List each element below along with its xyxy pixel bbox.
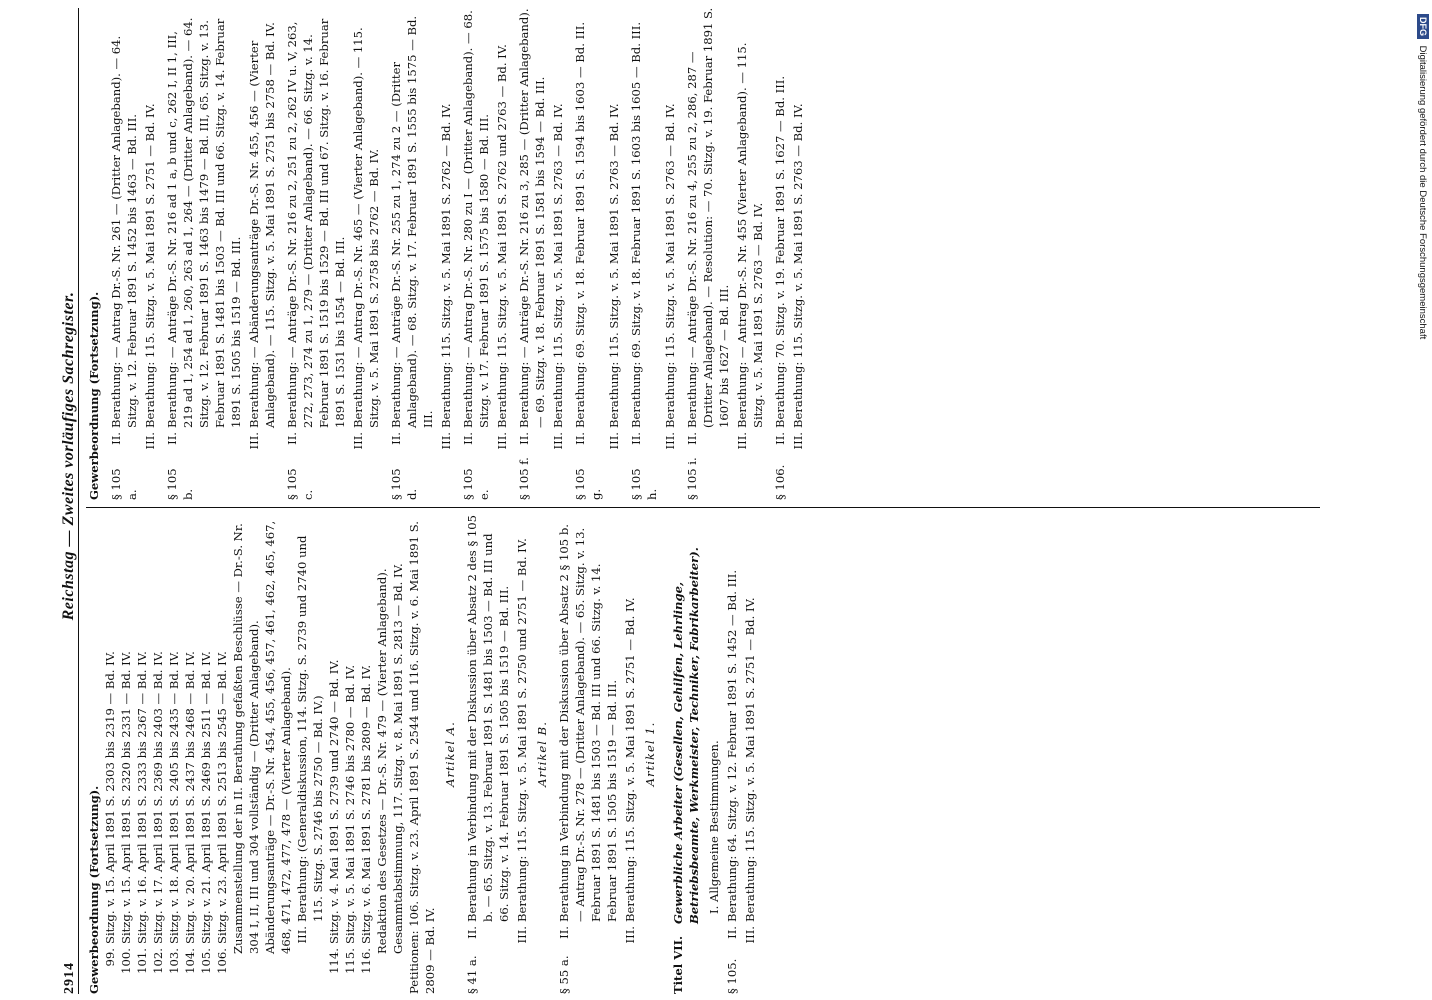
paragraph-row xyxy=(246,6,278,500)
reading-number: III. xyxy=(791,432,805,450)
digitization-text: Digitalisierung gefördert durch die Deutsche Forschungsgemeinschaft xyxy=(1417,45,1428,340)
paragraph-row xyxy=(388,6,436,500)
sitting-number: 115. xyxy=(343,948,357,974)
sitting-number: 105. xyxy=(199,948,213,974)
reading-number: II. xyxy=(773,432,787,445)
paragraph-section xyxy=(284,6,382,500)
reading-text: Berathung: (Generaldiskussion, 114. Sitzg. S. 2739 und 2740 und 115. Sitzg. S. 2746 bis 2750 — Bd. IV.) xyxy=(295,535,325,922)
paragraph-row xyxy=(164,6,244,500)
zusammenstellung-text: Zusammenstellung der in II. Berathung gefaßten Beschlüsse — Dr.-S. Nr. 304 I, II, III und 304 vollständig — (Dritter Anlageband). Abänderungsanträge — Dr.-S. Nr. 454, 455, 456, 457, 461, 462, 465, 467, 468, 471, 472, 477, 478 — (Vierter Anlageband). xyxy=(231,520,293,954)
reading-text: Berathung: 115. Sitzg. v. 5. Mai 1891 S. 2751 — Bd. IV. xyxy=(623,597,637,922)
page-number: 2914 xyxy=(62,962,77,994)
paragraph-row xyxy=(742,514,758,994)
reading-number: II. xyxy=(557,926,571,939)
reading-number: III. xyxy=(623,926,637,944)
paragraph-row xyxy=(516,6,548,500)
paragraph-number xyxy=(790,456,806,500)
paragraph-sections xyxy=(108,6,806,500)
reading-text: Berathung: — Antrag Dr.-S. Nr. 261 — (Dritter Anlageband). — 64. Sitzg. v. 12. Februar 1891 S. 1452 bis 1463 — Bd. III. xyxy=(109,35,139,428)
paragraph-section xyxy=(572,6,622,500)
reading-text: Berathung: — Antrag Dr.-S. Nr. 455 (Vierter Anlageband). — 115. Sitzg. v. 5. Mai 1891 S. 2763 — Bd. IV. xyxy=(735,42,765,428)
reading-text: Berathung: 70. Sitzg. v. 19. Februar 1891 S. 1627 — Bd. III. xyxy=(773,75,787,428)
dfg-logo: DFG xyxy=(1417,14,1429,39)
reading-text: Berathung: 115. Sitzg. v. 5. Mai 1891 S. 2763 — Bd. IV. xyxy=(607,103,621,428)
paragraph-number: § 105 b. xyxy=(165,468,195,500)
sitting-text: Sitzg. v. 15. April 1891 S. 2320 bis 2331 — Bd. IV. xyxy=(119,651,133,944)
section-heading: Gewerbeordnung (Fortsetzung). xyxy=(87,785,101,994)
reading-text: Berathung: — Anträge Dr.-S. Nr. 255 zu 1, 274 zu 2 — (Dritter Anlageband). — 68. Sitzg. v. 17. Februar 1891 S. 1555 bis 1575 — Bd. III. xyxy=(389,15,435,428)
paragraph-row xyxy=(108,6,140,500)
paragraph-row xyxy=(790,6,806,500)
sitting-text: Sitzg. v. 5. Mai 1891 S. 2746 bis 2780 — Bd. IV. xyxy=(343,664,357,944)
reading-number: III. xyxy=(663,432,677,450)
paragraph-number xyxy=(622,950,638,994)
paragraph-row xyxy=(734,6,766,500)
paragraph-row xyxy=(572,6,604,500)
reading-number: III. xyxy=(439,432,453,450)
sitting-entry xyxy=(326,514,342,994)
reading-text: Berathung: — Abänderungsanträge Dr.-S. Nr. 455, 456 — (Vierter Anlageband). — 115. Sitzg. v. 5. Mai 1891 S. 2751 bis 2758 — Bd. IV. xyxy=(247,22,277,428)
sitting-entry xyxy=(118,514,134,994)
reading-text: Berathung: 115. Sitzg. v. 5. Mai 1891 S. 2763 — Bd. IV. xyxy=(663,103,677,428)
sitting-list xyxy=(102,514,230,994)
reading-number: III. xyxy=(495,432,509,450)
reading-text: Berathung: 115. Sitzg. v. 5. Mai 1891 S. 2751 — Bd. IV. xyxy=(743,597,757,922)
paragraph-number: § 105 c. xyxy=(285,468,315,500)
paragraph-section xyxy=(460,6,510,500)
reading-text: Berathung: 64. Sitzg. v. 12. Februar 1891 S. 1452 — Bd. III. xyxy=(725,569,739,922)
paragraph-number: § 105 g. xyxy=(573,468,603,500)
column-divider xyxy=(86,507,1320,508)
reading-text: Berathung: 115. Sitzg. v. 5. Mai 1891 S. 2762 und 2763 — Bd. IV. xyxy=(495,44,509,428)
paragraph-number xyxy=(550,456,566,500)
paragraph-number xyxy=(606,456,622,500)
sitting-number: 104. xyxy=(183,948,197,974)
reading-text: Berathung: — Anträge Dr.-S. Nr. 216 zu 3, 285 — (Dritter Anlageband). — 69. Sitzg. v. 18. Februar 1891 S. 1581 bis 1594 — Bd. III. xyxy=(517,8,547,428)
reading-text: Berathung: — Antrag Dr.-S. Nr. 280 zu I — (Dritter Anlageband). — 68. Sitzg. v. 17. Februar 1891 S. 1575 bis 1580 — Bd. III. xyxy=(461,10,491,428)
paragraph-section xyxy=(516,6,566,500)
sitting-entry xyxy=(198,514,214,994)
artikel-a-rows xyxy=(464,514,530,994)
paragraph-number xyxy=(350,456,382,500)
sitting-text: Sitzg. v. 6. Mai 1891 S. 2781 bis 2809 — Bd. IV. xyxy=(359,664,373,944)
digitization-note xyxy=(1412,0,1432,1000)
paragraph-number xyxy=(662,456,678,500)
reading-text: Berathung in Verbindung mit der Diskussion über Absatz 2 § 105 b. — Antrag Dr.-S. Nr. 278 — (Dritter Anlageband). — 65. Sitzg. v. 13. Februar 1891 S. 1481 bis 1503 — Bd. III und 66. Sitzg. v. 14. Februar 1891 S. 1505 bis 1519 — Bd. III. xyxy=(557,524,619,922)
reading-number: III. xyxy=(351,432,365,450)
paragraph-105-rows xyxy=(724,514,758,994)
paragraph-number xyxy=(246,456,278,500)
sitting-text: Sitzg. v. 18. April 1891 S. 2405 bis 2435 — Bd. IV. xyxy=(167,651,181,944)
paragraph-section xyxy=(628,6,678,500)
sitting-number: 99. xyxy=(103,948,117,967)
paragraph-section xyxy=(164,6,278,500)
sitting-entry xyxy=(134,514,150,994)
paragraph-row xyxy=(556,514,620,994)
reading-text: Berathung: — Anträge Dr.-S. Nr. 216 zu 2, 251 zu 2, 262 IV u. V, 263, 272, 273, 274 zu 1, 279 — (Dritter Anlageband). — 66. Sitzg. v. 14. Februar 1891 S. 1519 bis 1529 — Bd. III und 67. Sitzg. v. 16. Februar 1891 S. 1531 bis 1554 — Bd. III. xyxy=(285,18,347,428)
reading-number: II. xyxy=(465,926,479,939)
reading-text: Berathung: 115. Sitzg. v. 5. Mai 1891 S. 2750 und 2751 — Bd. IV. xyxy=(515,538,529,922)
paragraph-row xyxy=(772,6,788,500)
titel-heading xyxy=(670,514,702,994)
paragraph-section xyxy=(108,6,158,500)
allgemeine-heading: I. Allgemeine Bestimmungen. xyxy=(707,740,721,914)
sitting-number: 114. xyxy=(327,948,341,974)
reading-number: III. xyxy=(295,926,309,944)
sitting-text: Sitzg. v. 15. April 1891 S. 2303 bis 2319 — Bd. IV. xyxy=(103,651,117,944)
paragraph-row xyxy=(662,6,678,500)
paragraph-number: § 105. xyxy=(725,958,739,994)
reading-number: III. xyxy=(143,432,157,450)
artikel-a-heading: Artikel A. xyxy=(443,721,457,787)
paragraph-section xyxy=(772,6,806,500)
sitting-text: Sitzg. v. 21. April 1891 S. 2469 bis 2511 — Bd. IV. xyxy=(199,651,213,944)
paragraph-row xyxy=(464,514,512,994)
paragraph-number xyxy=(514,950,530,994)
reading-text: Berathung: 115. Sitzg. v. 5. Mai 1891 S. 2763 — Bd. IV. xyxy=(791,103,805,428)
reading-text: Berathung: 69. Sitzg. v. 18. Februar 1891 S. 1594 bis 1603 — Bd. III. xyxy=(573,21,587,428)
paragraph-row xyxy=(460,6,492,500)
reading-number: II. xyxy=(517,432,531,445)
sitting-entry xyxy=(358,514,374,994)
sitting-number: 101. xyxy=(135,948,149,974)
sitting-entry xyxy=(166,514,182,994)
artikel-b-heading: Artikel B. xyxy=(535,721,549,787)
reading-text: Berathung: 69. Sitzg. v. 18. Februar 1891 S. 1603 bis 1605 — Bd. III. xyxy=(629,21,643,428)
paragraph-row xyxy=(606,6,622,500)
titel-text: Gewerbliche Arbeiter (Gesellen, Gehilfen, Lehrlinge, Betriebsbeamte, Werkmeister, Techniker, Fabrikarbeiter). xyxy=(671,547,701,924)
reading-number: III. xyxy=(551,432,565,450)
paragraph-row xyxy=(284,6,348,500)
sitting-text: Sitzg. v. 17. April 1891 S. 2369 bis 2403 — Bd. IV. xyxy=(151,651,165,944)
paragraph-row xyxy=(514,514,530,994)
sitting-text: Sitzg. v. 20. April 1891 S. 2437 bis 2468 — Bd. IV. xyxy=(183,651,197,944)
reading-text: Berathung: 115. Sitzg. v. 5. Mai 1891 S. 2762 — Bd. IV. xyxy=(439,103,453,428)
sitting-list xyxy=(326,514,374,994)
paragraph-row xyxy=(350,6,382,500)
paragraph-number: § 105 d. xyxy=(389,468,419,500)
paragraph-number: § 55 a. xyxy=(557,955,571,994)
sitting-number: 100. xyxy=(119,948,133,974)
section-heading: Gewerbeordnung (Fortsetzung). xyxy=(87,291,101,500)
paragraph-number xyxy=(734,456,766,500)
reading-number: II. xyxy=(165,432,179,445)
paragraph-number xyxy=(142,456,158,500)
reading-number: III. xyxy=(247,432,261,450)
reading-number: III. xyxy=(735,432,749,450)
artikel-b-rows xyxy=(556,514,638,994)
sitting-entry xyxy=(342,514,358,994)
paragraph-row xyxy=(628,6,660,500)
sitting-number: 102. xyxy=(151,948,165,974)
reading-number: II. xyxy=(573,432,587,445)
paragraph-number: § 105 f. xyxy=(517,457,531,500)
paragraph-number xyxy=(742,950,758,994)
sitting-number: 116. xyxy=(359,948,373,974)
paragraph-row xyxy=(494,6,510,500)
paragraph-row xyxy=(622,514,638,994)
sitting-entry xyxy=(102,514,118,994)
titel-label: Titel VII. xyxy=(671,935,685,994)
reading-number: II. xyxy=(389,432,403,445)
paragraph-number: § 41 a. xyxy=(465,955,479,994)
paragraph-row xyxy=(684,6,732,500)
sitting-entry xyxy=(214,514,230,994)
reading-text: Berathung: 115. Sitzg. v. 5. Mai 1891 S. 2751 — Bd. IV. xyxy=(143,103,157,428)
sitting-entry xyxy=(182,514,198,994)
reading-number: III. xyxy=(743,926,757,944)
paragraph-row xyxy=(438,6,454,500)
paragraph-row xyxy=(724,514,740,994)
reading-number: II. xyxy=(629,432,643,445)
reading-number: II. xyxy=(725,926,739,939)
paragraph-number xyxy=(494,456,510,500)
reading-number: III. xyxy=(607,432,621,450)
reading-text: Berathung: 115. Sitzg. v. 5. Mai 1891 S. 2763 — Bd. IV. xyxy=(551,103,565,428)
sitting-text: Sitzg. v. 23. April 1891 S. 2513 bis 2545 — Bd. IV. xyxy=(215,651,229,944)
paragraph-number xyxy=(438,456,454,500)
petitionen-text: Petitionen: 106. Sitzg. v. 23. April 1891 S. 2544 und 116. Sitzg. v. 6. Mai 1891 S. 2809 — Bd. IV. xyxy=(407,521,437,994)
reading-text: Berathung in Verbindung mit der Diskussion über Absatz 2 des § 105 b. — 65. Sitzg. v. 13. Februar 1891 S. 1481 bis 1503 — Bd. III und 66. Sitzg. v. 14. Februar 1891 S. 1505 bis 1519 — Bd. III. xyxy=(465,514,511,922)
paragraph-number: § 105 h. xyxy=(629,468,659,500)
reading-number: II. xyxy=(685,432,699,445)
left-column xyxy=(86,514,1370,994)
paragraph-section xyxy=(684,6,766,500)
paragraph-number: § 105 i. xyxy=(685,457,699,500)
redaktion-text: Redaktion des Gesetzes — Dr.-S. Nr. 479 — (Vierter Anlageband). Gesammtabstimmung, 117. Sitzg. v. 8. Mai 1891 S. 2813 — Bd. IV. xyxy=(375,563,405,954)
paragraph-number: § 105 a. xyxy=(109,468,139,500)
artikel-1-heading: Artikel 1. xyxy=(643,721,657,787)
right-column xyxy=(86,6,1370,500)
reading-number: III. xyxy=(515,926,529,944)
paragraph-row xyxy=(550,6,566,500)
paragraph-section xyxy=(388,6,454,500)
reading-number: II. xyxy=(461,432,475,445)
sitting-text: Sitzg. v. 4. Mai 1891 S. 2739 und 2740 — Bd. IV. xyxy=(327,659,341,944)
reading-number: II. xyxy=(285,432,299,445)
paragraph-row xyxy=(142,6,158,500)
reading-text: Berathung: — Anträge Dr.-S. Nr. 216 ad 1 a, b und c, 262 I, II 1, III, 219 ad 1, 254 ad 1, 260, 263 ad 1, 264 — (Dritter Anlageband). — 64. Sitzg. v. 12. Februar 1891 S. 1463 bis 1479 — Bd. III, 65. Sitzg. v. 13. Februar 1891 S. 1481 bis 1503 — Bd. III und 66. Sitzg. v. 14. Februar 1891 S. 1505 bis 1519 — Bd. III. xyxy=(165,17,243,428)
sitting-text: Sitzg. v. 16. April 1891 S. 2333 bis 2367 — Bd. IV. xyxy=(135,651,149,944)
sitting-entry xyxy=(150,514,166,994)
reading-text: Berathung: — Antrag Dr.-S. Nr. 465 — (Vierter Anlageband). — 115. Sitzg. v. 5. Mai 1891 S. 2758 bis 2762 — Bd. IV. xyxy=(351,27,381,428)
third-reading-row xyxy=(294,514,326,994)
sitting-number: 106. xyxy=(215,948,229,974)
reading-text: Berathung: — Anträge Dr.-S. Nr. 216 zu 4, 255 zu 2, 286, 287 — (Dritter Anlageband). — Resolution: — 70. Sitzg. v. 19. Februar 1891 S. 1607 bis 1627 — Bd. III. xyxy=(685,7,731,428)
paragraph-number: § 106. xyxy=(773,464,787,500)
page-title: Reichstag — Zweites vorläufiges Sachregister. xyxy=(60,291,77,621)
page-header xyxy=(40,8,79,994)
reading-number: II. xyxy=(109,432,123,445)
paragraph-number: § 105 e. xyxy=(461,468,491,500)
sitting-number: 103. xyxy=(167,948,181,974)
